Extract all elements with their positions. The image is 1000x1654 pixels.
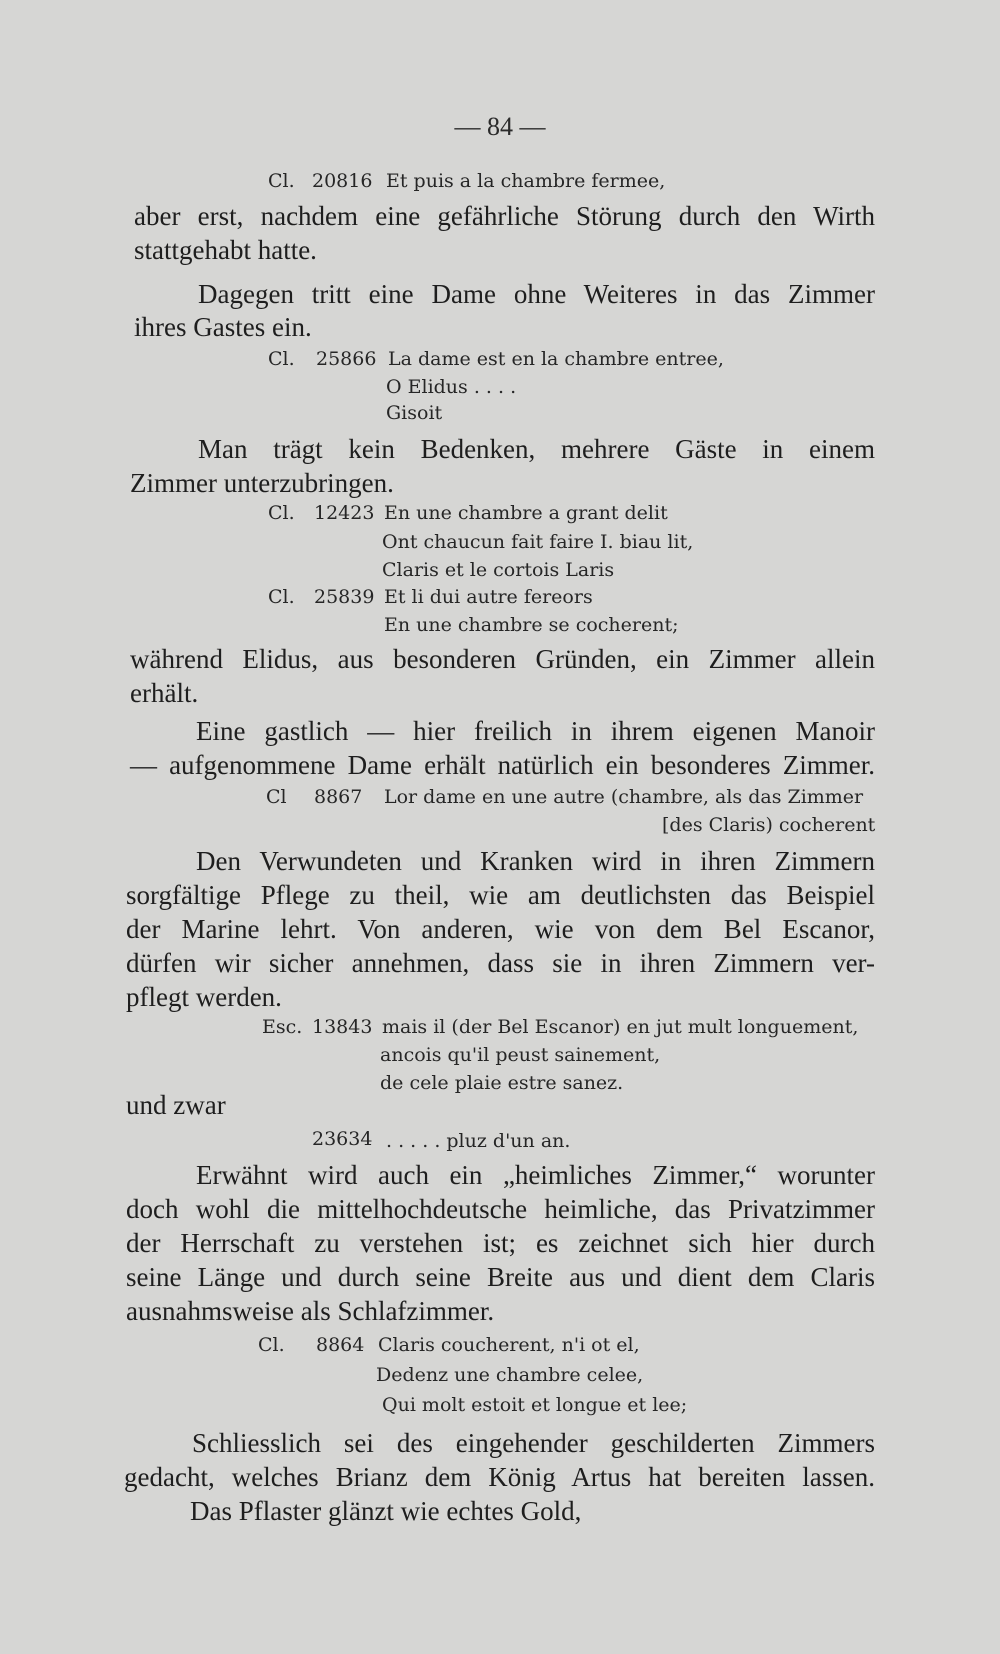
quote-reference: Cl. — [268, 586, 295, 608]
quote-reference: Cl. — [268, 348, 295, 370]
paragraph-line: doch wohl die mittelhochdeutsche heimliche, das Privatzimmer — [126, 1194, 875, 1224]
quote-line: mais il (der Bel Escanor) en jut mult longuement, — [382, 1016, 859, 1038]
paragraph-line: der Herrschaft zu verstehen ist; es zeichnet sich hier durch — [126, 1228, 875, 1258]
quote-line: de cele plaie estre sanez. — [380, 1072, 624, 1094]
verse-number: 12423 — [314, 502, 375, 524]
quote-line: . . . . . pluz d'un an. — [386, 1130, 571, 1152]
paragraph-line: Erwähnt wird auch ein „heimliches Zimmer,“ worunter — [196, 1160, 875, 1190]
paragraph-line: gedacht, welches Brianz dem König Artus hat bereiten lassen. — [124, 1462, 875, 1492]
paragraph-line: Dagegen tritt eine Dame ohne Weiteres in das Zimmer — [198, 279, 875, 309]
paragraph-line: sorgfältige Pflege zu theil, wie am deutlichsten das Beispiel — [126, 880, 875, 910]
quote-line: Lor dame en une autre (chambre, als das Zimmer — [384, 786, 864, 808]
verse-number: 25866 — [316, 348, 377, 370]
paragraph-line: ausnahmsweise als Schlafzimmer. — [126, 1296, 495, 1326]
quote-line: [des Claris) cocherent — [662, 814, 876, 836]
paragraph-line: dürfen wir sicher annehmen, dass sie in ihren Zimmern ver- — [126, 948, 875, 978]
quote-line: Et puis a la chambre fermee, — [386, 170, 666, 192]
quote-line: Ont chaucun fait faire I. biau lit, — [382, 531, 694, 553]
quote-line: Dedenz une chambre celee, — [376, 1364, 644, 1386]
quote-line: Gisoit — [386, 402, 443, 424]
quote-line: Et li dui autre fereors — [384, 586, 593, 608]
page-number: — 84 — — [454, 112, 546, 141]
quote-line: O Elidus . . . . — [386, 376, 517, 398]
paragraph-line: ihres Gastes ein. — [134, 312, 312, 342]
quote-reference: Cl — [266, 786, 287, 808]
quote-line: Qui molt estoit et longue et lee; — [382, 1394, 688, 1416]
paragraph-line: erhält. — [130, 678, 199, 708]
paragraph-line: der Marine lehrt. Von anderen, wie von dem Bel Escanor, — [126, 914, 875, 944]
verse-number: 20816 — [312, 170, 373, 192]
paragraph-line: Den Verwundeten und Kranken wird in ihren Zimmern — [196, 846, 875, 876]
paragraph-line: während Elidus, aus besonderen Gründen, ein Zimmer allein — [130, 644, 875, 674]
verse-number: 25839 — [314, 586, 375, 608]
quote-reference: Cl. — [258, 1334, 285, 1356]
paragraph-line: — aufgenommene Dame erhält natürlich ein besonderes Zimmer. — [130, 750, 875, 780]
quote-reference: Cl. — [268, 502, 295, 524]
paragraph-line: pflegt werden. — [126, 982, 282, 1012]
paragraph-line: Schliesslich sei des eingehender geschilderten Zimmers — [192, 1428, 875, 1458]
paragraph-line: Eine gastlich — hier freilich in ihrem eigenen Manoir — [196, 716, 875, 746]
verse-number: 8867 — [314, 786, 363, 808]
quote-line: Claris et le cortois Laris — [382, 559, 615, 581]
paragraph-line: aber erst, nachdem eine gefährliche Störung durch den Wirth — [134, 201, 875, 231]
quote-line: En une chambre se cocherent; — [384, 614, 679, 636]
quote-line: Claris coucherent, n'i ot el, — [378, 1334, 640, 1356]
paragraph-line: seine Länge und durch seine Breite aus und dient dem Claris — [126, 1262, 875, 1292]
paragraph-line: Zimmer unterzubringen. — [130, 468, 394, 498]
quote-line: ancois qu'il peust sainement, — [380, 1044, 661, 1066]
verse-number: 13843 — [312, 1016, 373, 1038]
quote-line: En une chambre a grant delit — [384, 502, 668, 524]
paragraph-line: stattgehabt hatte. — [134, 235, 317, 265]
verse-number: 8864 — [316, 1334, 365, 1356]
quote-reference: Cl. — [268, 170, 295, 192]
paragraph-line: und zwar — [126, 1090, 226, 1120]
paragraph-line: Das Pflaster glänzt wie echtes Gold, — [190, 1496, 582, 1526]
paragraph-line: Man trägt kein Bedenken, mehrere Gäste in einem — [198, 434, 875, 464]
quote-line: La dame est en la chambre entree, — [388, 348, 724, 370]
quote-reference: Esc. — [262, 1016, 303, 1038]
verse-number: 23634 — [312, 1128, 373, 1150]
